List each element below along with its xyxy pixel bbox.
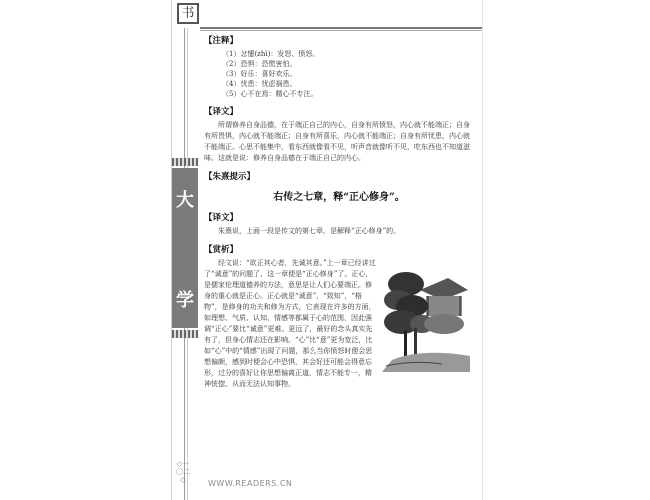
note-item: （3）好乐：喜好欢乐。	[222, 70, 297, 78]
zhuxi-section	[204, 170, 474, 203]
page-number: ◇一〇二◇	[176, 460, 190, 484]
translation-text: 所谓修养自身品德，在于端正自己的内心，自身有所愤怒，内心就不能端正；自身有所畏惧，内心就不能端正；自身有所喜乐，内心就不能端正；自身有所忧患，内心就不能端正。心思不能集中，看东西就像看不见，听声音就像听不见，吃东西也不知道滋味。这就是说：修养自身品德在于端正自己的内心。	[204, 121, 470, 162]
analysis-section	[204, 243, 474, 390]
note-item: （2）恐惧：恐慌害怕。	[222, 60, 297, 68]
translation-section	[204, 105, 474, 164]
landscape-illustration-icon	[382, 260, 474, 372]
section-tab	[172, 168, 198, 328]
translation-heading: 【译文】	[204, 107, 239, 117]
section-tab-char: 学	[176, 290, 194, 311]
zhuxi-heading: 【朱熹提示】	[204, 172, 256, 182]
translation2-text: 朱熹说，上面一段是传文的第七章，是解释“正心修身”的。	[218, 227, 401, 235]
book-page	[171, 0, 483, 500]
notes-section	[204, 34, 474, 99]
translation2-section	[204, 211, 474, 237]
header-rule-thin	[200, 30, 482, 31]
page-content	[204, 34, 474, 390]
analysis-heading: 【赏析】	[204, 245, 239, 255]
book-logo-icon: 书	[177, 3, 199, 24]
analysis-text: 经文说：“欲正其心者，先诚其意。”上一章已经讲过了“诚意”的问题了，这一章便是“正心修身”了。正心，是儒家伦理道德养的方法，意思是让人们心要端正。修身的重心就是正心。正心就是“诚意”，“致知”，“格物”，是修身的功夫和修为方式，它表现在许多的方面，如理想、气质、认知、情感等都属于心的范围，因此强调“正心”要比“诚意”更难。更远了，最好的念头真实先有了，但身心情志还在影响。“心”比“意”更为宽泛，比如“心”中的“情感”出现了问题，那么当你愤怒时便会思想偏颇，感到时便会心中恐惧，其会好还可能会得意忘形，过分的喜好让你思想偏离正道，情志不能专一，精神恍惚，从而无法认知事物。	[204, 259, 376, 388]
translation2-heading: 【译文】	[204, 213, 239, 223]
header-rule	[200, 27, 482, 29]
side-margin	[172, 28, 198, 500]
note-item: （1）忿懥(zhì)：发怒、愤怒。	[222, 50, 320, 58]
watermark: WWW.READERS.CN	[208, 479, 293, 488]
note-item: （4）忧患：忧虑祸患。	[222, 80, 297, 88]
band-ornament-top	[172, 158, 198, 166]
band-ornament-bottom	[172, 330, 198, 338]
notes-heading: 【注释】	[204, 36, 239, 46]
page-header	[172, 0, 482, 28]
zhuxi-title: 右传之七章，释“正心修身”。	[273, 192, 405, 203]
note-item: （5）心不在焉：精心不专注。	[222, 90, 318, 98]
section-tab-char: 大	[176, 190, 194, 211]
